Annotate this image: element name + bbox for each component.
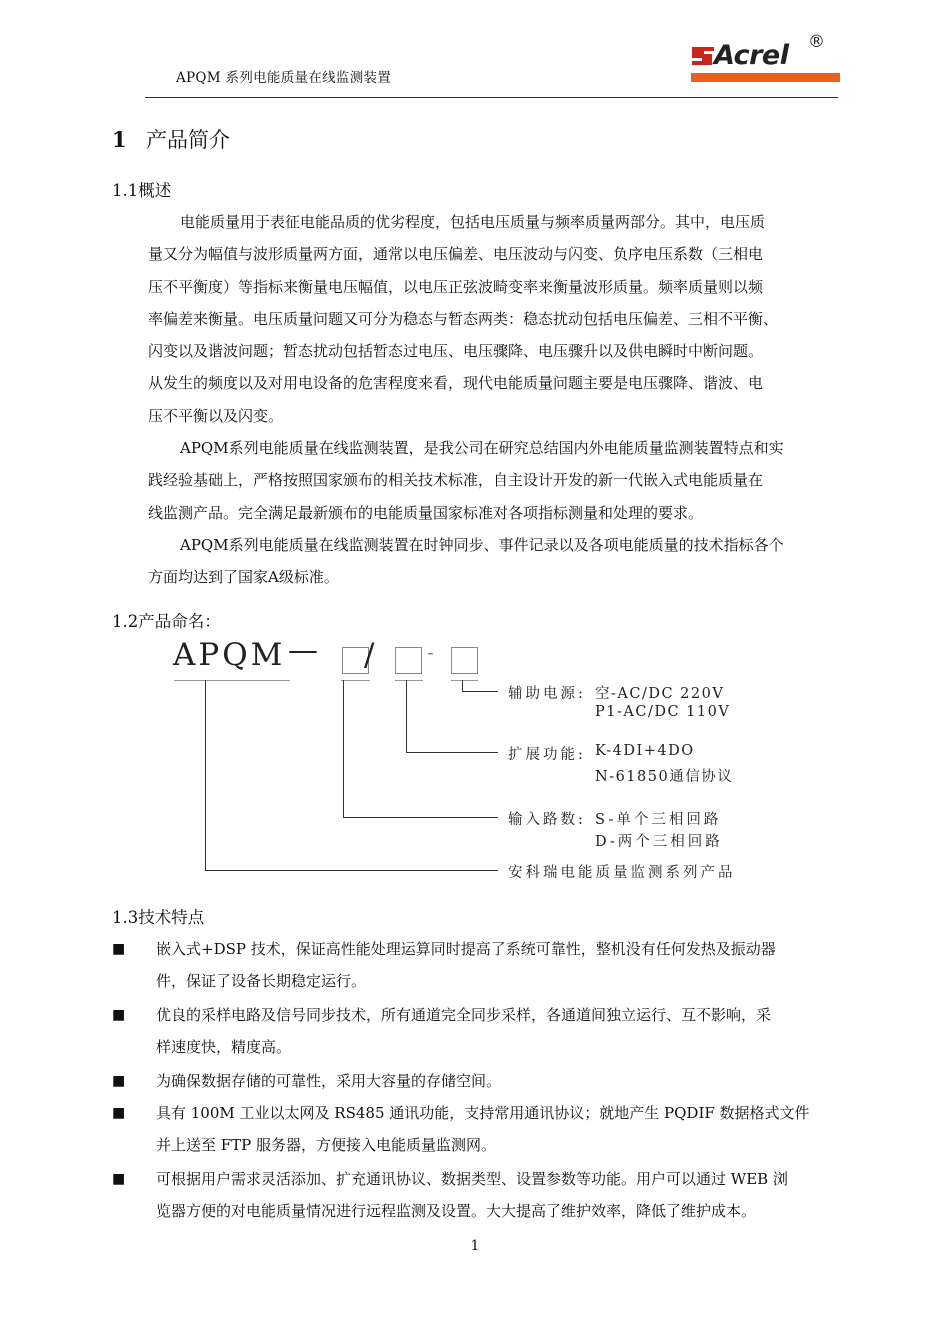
connector-line	[343, 817, 498, 818]
connector-line	[205, 870, 498, 871]
para-line: 率偏差来衡量。电压质量问题又可分为稳态与暂态两类：稳态扰动包括电压偏差、三相不平衡、	[148, 309, 779, 328]
aux-power-option: P1-AC/DC 110V	[595, 704, 731, 720]
feature-item	[112, 1065, 838, 1098]
model-slash: /	[364, 637, 375, 673]
connector-line	[462, 691, 498, 692]
para-line: 量又分为幅值与波形质量两方面，通常以电压偏差、电压波动与闪变、负序电压系数（三相电	[148, 245, 764, 264]
bullet-square-icon: ■	[112, 1007, 126, 1023]
underline	[174, 680, 290, 681]
slot-aux-power	[451, 647, 478, 674]
para-line: 压不平衡以及闪变。	[148, 406, 284, 425]
page-number: 1	[470, 1238, 480, 1254]
feature-item	[112, 1097, 838, 1162]
extension-option: N-61850通信协议	[595, 769, 734, 785]
connector-line	[343, 680, 344, 818]
para-line: 从发生的频度以及对用电设备的危害程度来看，现代电能质量问题主要是电压骤降、谐波、电	[148, 374, 764, 393]
para-line: 闪变以及谐波问题；暂态扰动包括暂态过电压、电压骤降、电压骤升以及供电瞬时中断问题。	[148, 342, 764, 361]
model-code: APQM	[173, 637, 286, 673]
feature-line: 具有 100M 工业以太网及 RS485 通讯功能，支持常用通讯协议；就地产生 PQDIF 数据格式文件	[156, 1104, 810, 1122]
acrel-mark-icon	[692, 45, 714, 67]
connector-line	[406, 680, 407, 753]
section-number: 1	[112, 127, 127, 152]
connector-line	[406, 752, 498, 753]
bullet-square-icon: ■	[112, 1105, 126, 1121]
feature-item	[112, 999, 838, 1064]
feature-line: 为确保数据存储的可靠性，采用大容量的存储空间。	[156, 1072, 502, 1090]
para-line: 方面均达到了国家A级标准。	[148, 568, 339, 587]
feature-text	[156, 1097, 838, 1162]
feature-text	[156, 1163, 838, 1228]
overview-paragraphs	[148, 206, 838, 594]
header-title: APQM 系列电能质量在线监测装置	[176, 70, 392, 86]
bullet-square-icon: ■	[112, 941, 126, 957]
registered-mark: ®	[808, 32, 825, 52]
subsection-heading-features: 1.3技术特点	[112, 908, 205, 927]
extension-option: K-4DI+4DO	[595, 743, 695, 759]
para-line: 电能质量用于表征电能品质的优劣程度，包括电压质量与频率质量两部分。其中，电压质	[180, 213, 766, 231]
subsection-heading-overview: 1.1概述	[112, 181, 172, 200]
header-divider	[145, 97, 838, 98]
feature-text	[156, 933, 838, 998]
feature-line: 件，保证了设备长期稳定运行。	[156, 972, 367, 991]
feature-line: 览器方便的对电能质量情况进行远程监测及设置。大大提高了维护效率，降低了维护成本。	[156, 1202, 757, 1221]
input-count-option: D-两个三相回路	[595, 834, 723, 850]
input-count-label: 输入路数:	[508, 812, 586, 828]
feature-line: 样速度快，精度高。	[156, 1038, 292, 1057]
logo-accent-bar	[691, 73, 840, 82]
aux-power-option: 空-AC/DC 220V	[595, 686, 725, 702]
underline	[451, 680, 478, 681]
slot-extension	[395, 647, 422, 674]
bullet-square-icon: ■	[112, 1073, 126, 1089]
para-line: APQM系列电能质量在线监测装置在时钟同步、事件记录以及各项电能质量的技术指标各个	[180, 535, 784, 554]
para-line: 压不平衡度）等指标来衡量电压幅值，以电压正弦波畸变率来衡量波形质量。频率质量则以频	[148, 277, 764, 296]
para-line: 践经验基础上，严格按照国家颁布的相关技术标准，自主设计开发的新一代嵌入式电能质量在	[148, 471, 764, 490]
feature-line: 可根据用户需求灵活添加、扩充通讯协议、数据类型、设置参数等功能。用户可以通过 WEB 浏	[156, 1170, 788, 1188]
feature-text	[156, 1065, 838, 1097]
connector-line	[205, 680, 206, 871]
model-hyphen: -	[427, 640, 434, 664]
feature-line: 优良的采样电路及信号同步技术，所有通道完全同步采样，各通道间独立运行、互不影响，采	[156, 1006, 772, 1024]
feature-text	[156, 999, 838, 1064]
section-title: 产品简介	[146, 128, 230, 152]
extension-label: 扩展功能:	[508, 747, 586, 763]
feature-line: 嵌入式+DSP 技术，保证高性能处理运算同时提高了系统可靠性，整机没有任何发热及振动器	[156, 940, 776, 958]
underline	[341, 680, 370, 681]
feature-item	[112, 933, 838, 998]
aux-power-label: 辅助电源:	[508, 686, 586, 702]
para-line: APQM系列电能质量在线监测装置，是我公司在研究总结国内外电能质量监测装置特点和实	[180, 439, 784, 458]
input-count-option: S-单个三相回路	[595, 812, 722, 828]
series-label: 安科瑞电能质量监测系列产品	[508, 865, 736, 881]
feature-line: 并上送至 FTP 服务器，方便接入电能质量监测网。	[156, 1136, 497, 1155]
bullet-square-icon: ■	[112, 1171, 126, 1187]
section-heading	[112, 124, 230, 154]
model-dash: —	[288, 633, 318, 668]
acrel-logo	[686, 32, 840, 88]
feature-item	[112, 1163, 838, 1228]
subsection-heading-naming: 1.2产品命名：	[112, 612, 221, 631]
underline	[395, 680, 423, 681]
para-line: 线监测产品。完全满足最新颁布的电能质量国家标准对各项指标测量和处理的要求。	[148, 503, 704, 522]
logo-text: Acrel	[714, 40, 789, 71]
